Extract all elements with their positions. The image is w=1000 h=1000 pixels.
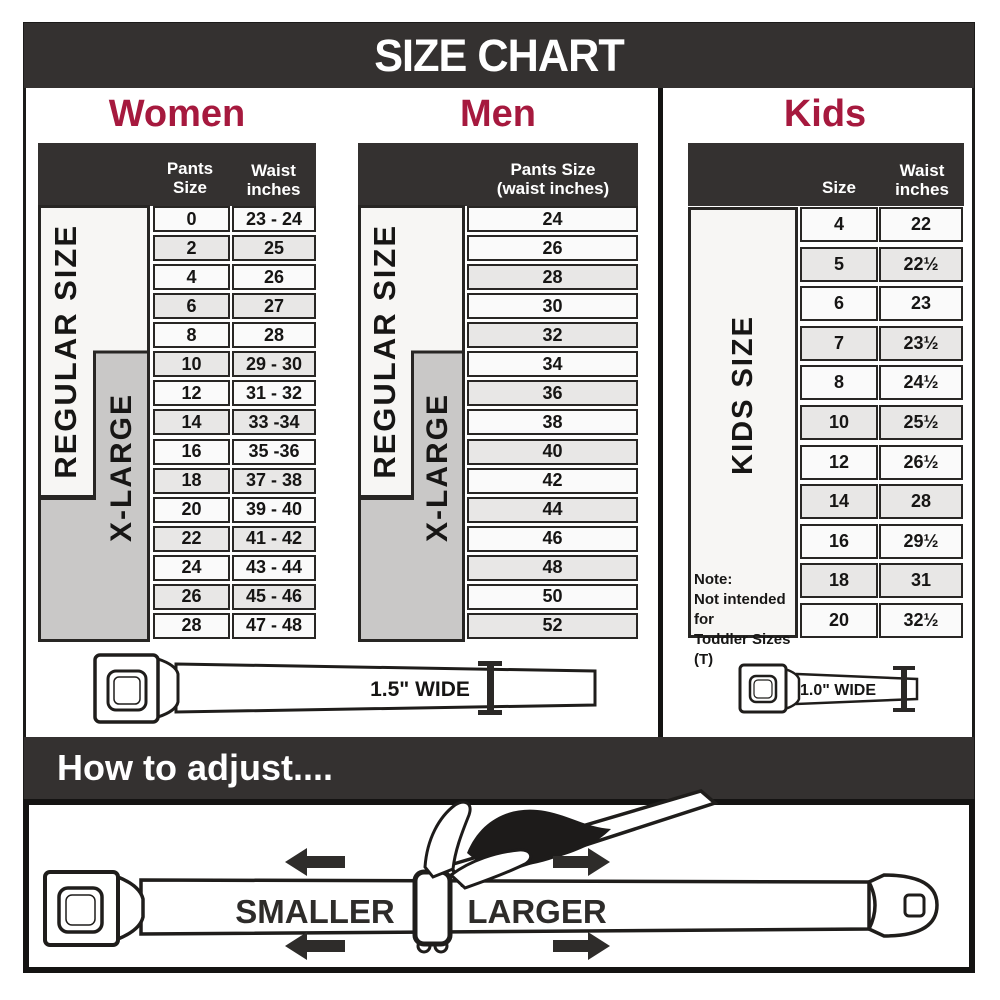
men-table-row [467, 584, 638, 610]
adjust-heading: How to adjust.... [57, 747, 333, 788]
adjust-banner [24, 737, 974, 799]
kids-waist-cell: 26½ [879, 445, 963, 480]
belt-width-label: 1.5" WIDE [370, 678, 470, 701]
women-pants-size-cell: 26 [153, 584, 230, 610]
men-pants-size-cell: 42 [467, 468, 638, 494]
women-waist-cell: 27 [232, 293, 316, 319]
women-pants-size-cell: 14 [153, 409, 230, 435]
women-pants-size-cell: 2 [153, 235, 230, 261]
women-waist-cell: 23 - 24 [232, 206, 316, 232]
kids-table-header [688, 143, 964, 206]
kids-table-row [800, 247, 963, 282]
women-table-row [153, 497, 316, 523]
hand-illustration [425, 802, 611, 888]
men-table-row [467, 235, 638, 261]
kids-size-cell: 5 [800, 247, 878, 282]
men-table-row [467, 409, 638, 435]
kids-size-cell: 12 [800, 445, 878, 480]
kids-waist-cell: 24½ [879, 365, 963, 400]
kids-table-row [800, 524, 963, 559]
women-table-row [153, 322, 316, 348]
men-table-row [467, 497, 638, 523]
kids-waist-cell: 22 [879, 207, 963, 242]
women-table [153, 206, 316, 639]
kids-table-row [800, 405, 963, 440]
women-pants-size-cell: 18 [153, 468, 230, 494]
kids-size-cell: 18 [800, 563, 878, 598]
men-pants-size-cell: 48 [467, 555, 638, 581]
men-pants-size-cell: 34 [467, 351, 638, 377]
women-table-row [153, 206, 316, 232]
adjust-illustration [29, 805, 969, 967]
men-pants-size-cell: 52 [467, 613, 638, 639]
men-table-row [467, 555, 638, 581]
men-pants-size-cell: 50 [467, 584, 638, 610]
women-table-row [153, 235, 316, 261]
women-xlarge-label: X-LARGE [104, 392, 138, 542]
kids-size-cell: 10 [800, 405, 878, 440]
men-xlarge-label: X-LARGE [420, 392, 454, 542]
women-pants-size-cell: 22 [153, 526, 230, 552]
women-table-row [153, 293, 316, 319]
belt-tip [869, 875, 937, 936]
seatbelt-buckle-icon [95, 655, 158, 722]
kids-waist-cell: 29½ [879, 524, 963, 559]
women-pants-size-cell: 0 [153, 206, 230, 232]
kids-size-label: KIDS SIZE [726, 315, 759, 475]
women-table-row [153, 613, 316, 639]
belt-tip-hole [905, 895, 924, 916]
kids-size-cell: 8 [800, 365, 878, 400]
kids-waist-header: Waist inches [895, 161, 949, 199]
kids-table [800, 207, 963, 638]
men-pants-size-cell: 40 [467, 439, 638, 465]
women-pants-size-cell: 24 [153, 555, 230, 581]
smaller-label: SMALLER [235, 893, 395, 930]
kids-belt-illustration [735, 658, 935, 720]
belt-slider [415, 872, 450, 952]
women-waist-cell: 47 - 48 [232, 613, 316, 639]
women-pants-size-cell: 8 [153, 322, 230, 348]
kids-size-cell: 7 [800, 326, 878, 361]
kids-table-row [800, 563, 963, 598]
women-pants-size-cell: 6 [153, 293, 230, 319]
women-waist-cell: 37 - 38 [232, 468, 316, 494]
women-table-row [153, 380, 316, 406]
women-table-row [153, 526, 316, 552]
women-table-row [153, 264, 316, 290]
kids-table-row [800, 326, 963, 361]
men-pants-size-header: Pants Size (waist inches) [496, 160, 610, 198]
women-waist-cell: 43 - 44 [232, 555, 316, 581]
women-table-row [153, 351, 316, 377]
women-table-header [38, 143, 316, 206]
page-title: SIZE CHART [374, 29, 624, 81]
women-table-row [153, 555, 316, 581]
men-pants-size-cell: 24 [467, 206, 638, 232]
seatbelt-buckle-icon [45, 872, 118, 945]
women-table-row [153, 584, 316, 610]
men-pants-size-cell: 28 [467, 264, 638, 290]
kids-size-cell: 20 [800, 603, 878, 638]
women-waist-cell: 31 - 32 [232, 380, 316, 406]
women-waist-cell: 35 -36 [232, 439, 316, 465]
adult-belt-illustration [90, 648, 605, 730]
men-table-row [467, 351, 638, 377]
men-table-row [467, 322, 638, 348]
kids-size-cell: 6 [800, 286, 878, 321]
men-table-row [467, 293, 638, 319]
men-table-row [467, 264, 638, 290]
women-waist-cell: 28 [232, 322, 316, 348]
kids-waist-cell: 28 [879, 484, 963, 519]
kids-waist-cell: 31 [879, 563, 963, 598]
women-table-row [153, 468, 316, 494]
kids-table-row [800, 286, 963, 321]
men-regular-label: REGULAR SIZE [367, 223, 402, 479]
men-pants-size-cell: 46 [467, 526, 638, 552]
men-pants-size-cell: 36 [467, 380, 638, 406]
women-waist-cell: 39 - 40 [232, 497, 316, 523]
kids-size-cell: 16 [800, 524, 878, 559]
women-pants-size-cell: 16 [153, 439, 230, 465]
belt-width-label: 1.0" WIDE [799, 682, 877, 699]
men-table-row [467, 380, 638, 406]
kids-size-cell: 4 [800, 207, 878, 242]
men-pants-size-cell: 32 [467, 322, 638, 348]
men-pants-size-cell: 38 [467, 409, 638, 435]
men-table-row [467, 439, 638, 465]
kids-table-row [800, 445, 963, 480]
buckle-flange [158, 659, 178, 717]
women-table-row [153, 409, 316, 435]
men-section-title: Men [460, 92, 536, 135]
women-waist-cell: 41 - 42 [232, 526, 316, 552]
men-pants-size-cell: 26 [467, 235, 638, 261]
women-pants-size-cell: 10 [153, 351, 230, 377]
women-pants-size-cell: 20 [153, 497, 230, 523]
men-table-row [467, 613, 638, 639]
women-regular-label: REGULAR SIZE [48, 223, 83, 479]
men-table-row [467, 468, 638, 494]
women-table-row [153, 439, 316, 465]
kids-waist-cell: 23½ [879, 326, 963, 361]
kids-note: Note: Not intended for Toddler Sizes (T) [694, 571, 791, 668]
kids-section-title: Kids [783, 92, 867, 135]
kids-waist-cell: 25½ [879, 405, 963, 440]
kids-waist-cell: 32½ [879, 603, 963, 638]
women-waist-cell: 25 [232, 235, 316, 261]
section-divider [658, 88, 663, 737]
men-table-row [467, 206, 638, 232]
women-pants-size-cell: 4 [153, 264, 230, 290]
women-section-title: Women [108, 92, 246, 135]
kids-size-header: Size [821, 178, 857, 197]
kids-table-row [800, 603, 963, 638]
women-waist-cell: 33 -34 [232, 409, 316, 435]
women-waist-cell: 26 [232, 264, 316, 290]
women-pants-size-cell: 28 [153, 613, 230, 639]
men-table-row [467, 526, 638, 552]
kids-waist-cell: 23 [879, 286, 963, 321]
men-pants-size-cell: 30 [467, 293, 638, 319]
larger-label: LARGER [467, 893, 607, 930]
women-waist-header: Waist inches [246, 161, 301, 199]
title-banner [24, 23, 974, 88]
kids-table-row [800, 484, 963, 519]
men-table [467, 206, 638, 639]
seatbelt-buckle-icon [740, 665, 786, 712]
men-pants-size-cell: 44 [467, 497, 638, 523]
kids-size-cell: 14 [800, 484, 878, 519]
women-waist-cell: 45 - 46 [232, 584, 316, 610]
kids-table-row [800, 365, 963, 400]
women-pants-size-header: Pants Size [166, 159, 214, 197]
women-pants-size-cell: 12 [153, 380, 230, 406]
men-table-header [358, 143, 638, 206]
women-waist-cell: 29 - 30 [232, 351, 316, 377]
kids-waist-cell: 22½ [879, 247, 963, 282]
kids-table-row [800, 207, 963, 242]
